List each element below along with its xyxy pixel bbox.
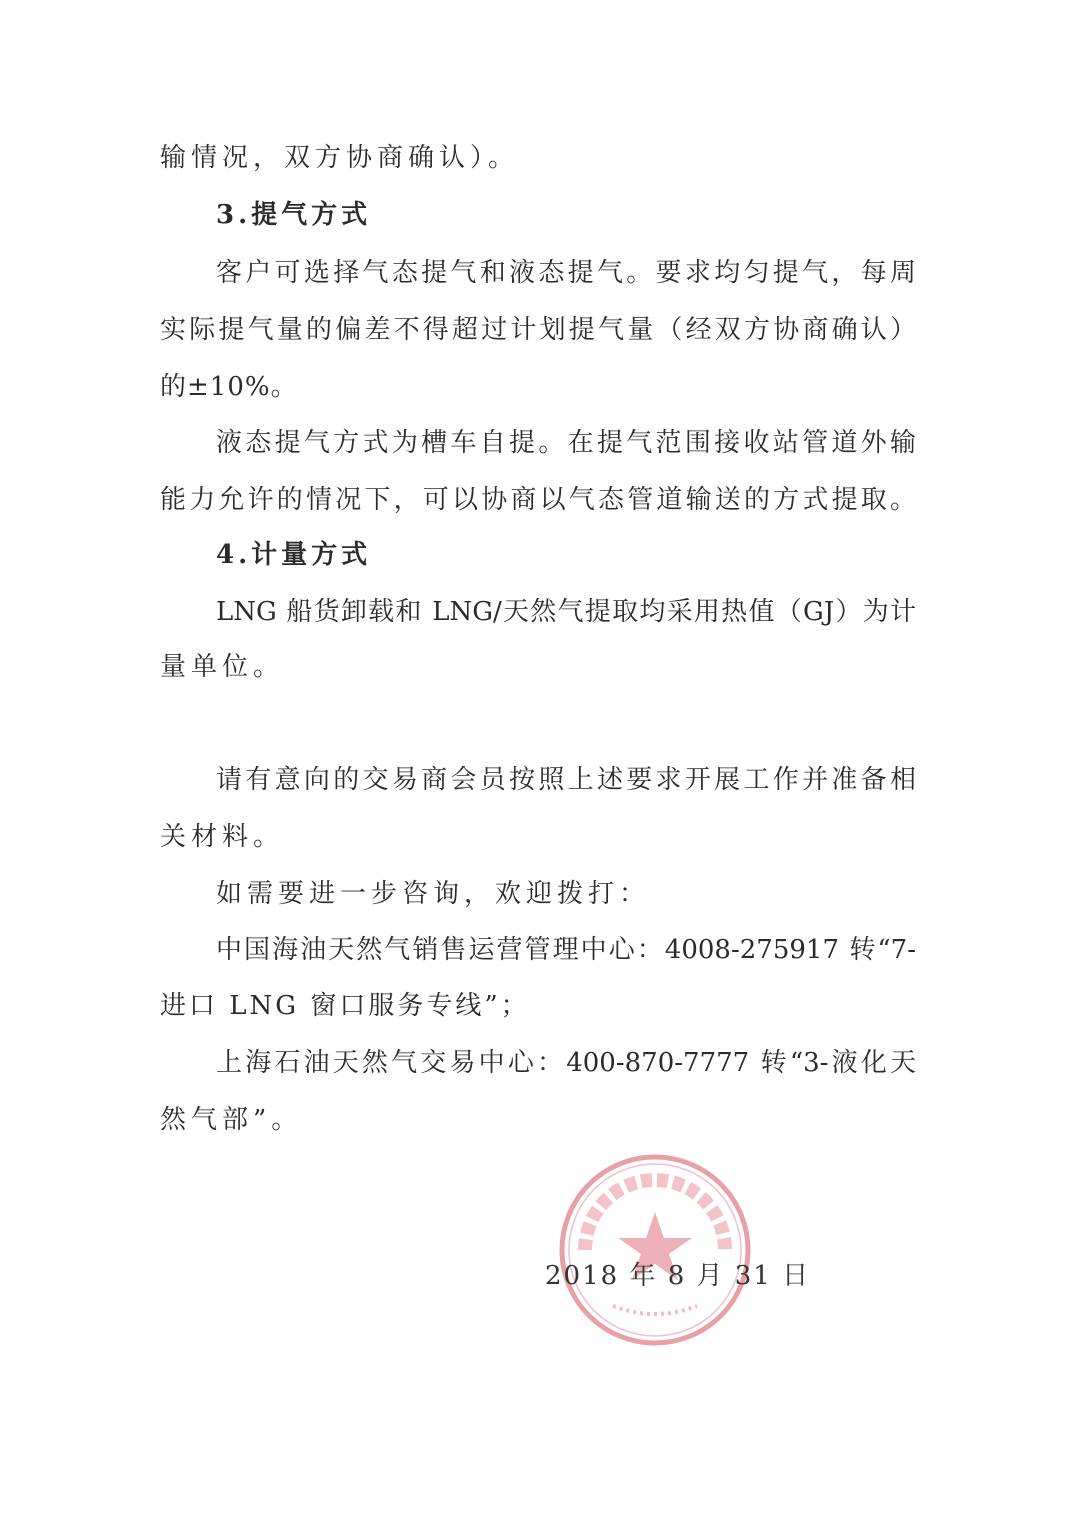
paragraph-line: 液态提气方式为槽车自提。在提气范围接收站管道外输 [216,428,916,458]
paragraph-line: 输情况，双方协商确认）。 [160,143,520,173]
paragraph-line: LNG 船货卸载和 LNG/天然气提取均采用热值（GJ）为计 [216,597,916,627]
paragraph-line: 的±10%。 [160,372,298,402]
paragraph-line: 然气部”。 [160,1105,303,1135]
paragraph-line: 实际提气量的偏差不得超过计划提气量（经双方协商确认） [160,315,916,345]
paragraph-line: 能力允许的情况下，可以协商以气态管道输送的方式提取。 [160,485,916,515]
paragraph-line: 客户可选择气态提气和液态提气。要求均匀提气，每周 [216,258,916,288]
document-date: 2018 年 8 月 31 日 [545,1261,811,1291]
paragraph-line: 请有意向的交易商会员按照上述要求开展工作并准备相 [216,765,916,795]
paragraph-line: 如需要进一步咨询，欢迎拨打： [216,879,651,909]
paragraph-line: 上海石油天然气交易中心：400-870-7777 转“3-液化天 [216,1048,916,1078]
paragraph-line: 进口 LNG 窗口服务专线”； [160,991,530,1021]
paragraph-line: 关材料。 [160,822,285,852]
section-heading-metering: 4.计量方式 [216,540,372,570]
red-star-seal-icon [555,1150,755,1350]
section-heading-extraction: 3.提气方式 [216,200,372,230]
paragraph-line: 量单位。 [160,652,285,682]
paragraph-line: 中国海油天然气销售运营管理中心：4008-275917 转“7- [216,935,916,965]
